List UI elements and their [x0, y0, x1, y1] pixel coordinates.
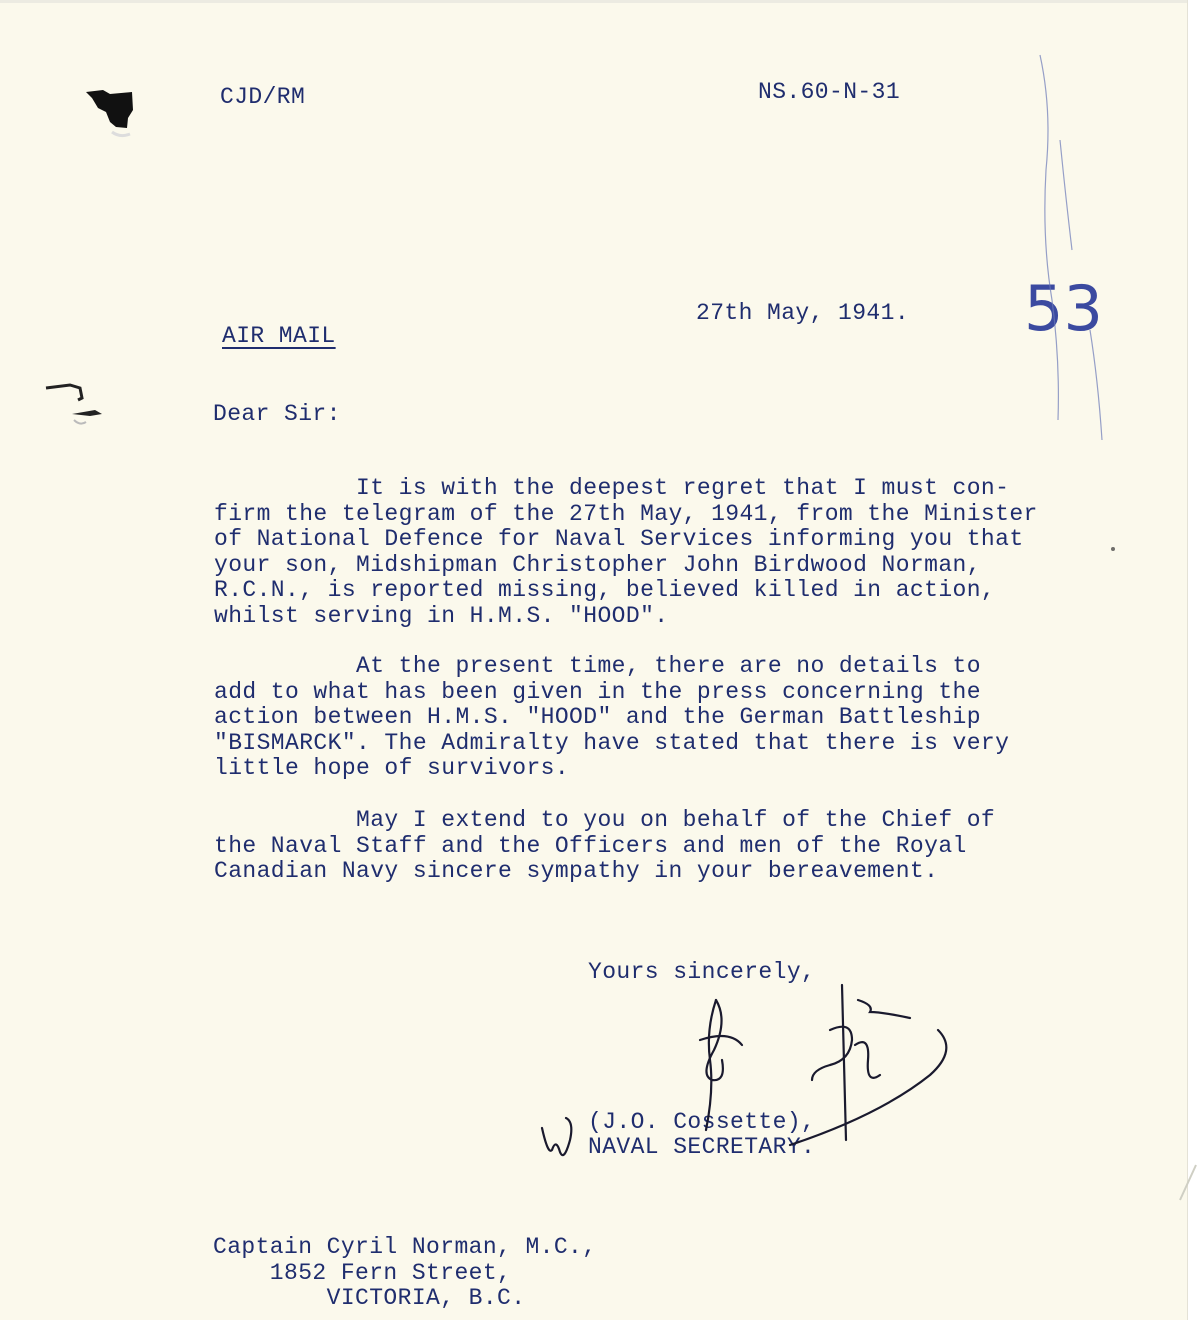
address-line-3: VICTORIA, B.C. [213, 1285, 526, 1312]
address-line-2: 1852 Fern Street, [213, 1259, 512, 1286]
address-line-1: Captain Cyril Norman, M.C., [213, 1234, 597, 1260]
file-reference-number: NS.60-N-31 [758, 79, 901, 105]
body-paragraph-1: It is with the deepest regret that I must con- firm the telegram of the 27th May, 1941, from the Minister of National Defence for Naval Services informing you that your son, Midshipman Christopher John Birdwood Norman, R.C.N., is reported missing, believed killed in action, whilst serving in H.M.S. "HOOD". [214, 475, 1038, 629]
punch-hole-mark-top [86, 90, 133, 136]
letter-date: 27th May, 1941. [696, 300, 910, 326]
recipient-address [213, 1235, 596, 1312]
handwritten-page-number: 53 [1024, 272, 1103, 345]
body-paragraph-3: May I extend to you on behalf of the Chief of the Naval Staff and the Officers and men of the Royal Canadian Navy sincere sympathy in your bereavement. [214, 807, 996, 885]
salutation: Dear Sir: [213, 401, 341, 427]
body-paragraph-2: At the present time, there are no details to add to what has been given in the press concerning the action between H.M.S. "HOOD" and the German Battleship "BISMARCK". The Admiralty have stated that there is very little hope of survivors. [214, 653, 1010, 782]
page-right-edge [1187, 0, 1200, 1320]
closing: Yours sincerely, [588, 959, 816, 985]
reference-initials: CJD/RM [220, 84, 306, 110]
signatory-title: NAVAL SECRETARY. [588, 1134, 816, 1160]
signatory-name: (J.O. Cossette), [588, 1109, 816, 1135]
punch-hole-mark-middle [46, 385, 102, 424]
delivery-method: AIR MAIL [222, 323, 336, 349]
page-top-edge [0, 0, 1200, 3]
